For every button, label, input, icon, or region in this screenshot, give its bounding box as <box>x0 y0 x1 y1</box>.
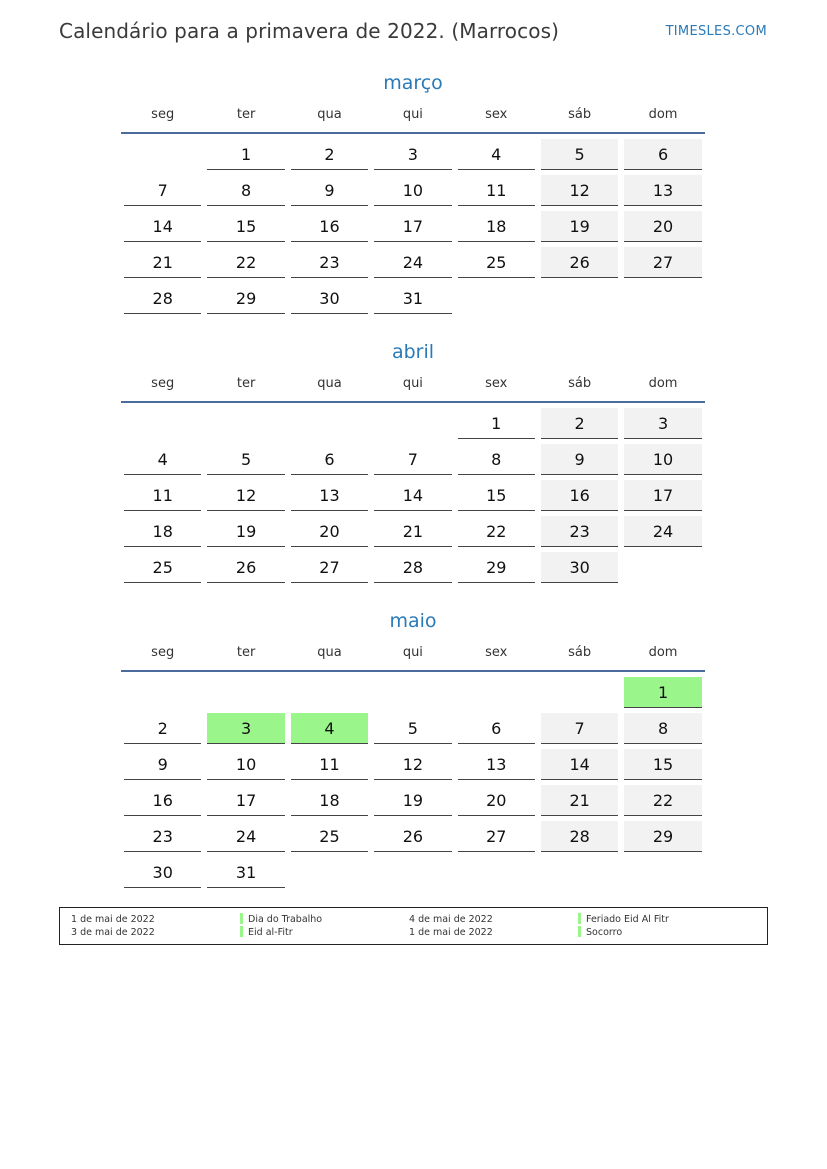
day-cell: 6 <box>291 444 368 475</box>
day-cell: 11 <box>291 749 368 780</box>
day-cell: 16 <box>291 211 368 242</box>
legend-holiday-name: Dia do Trabalho <box>240 913 322 926</box>
day-cell: 21 <box>124 247 201 278</box>
empty-day-cell <box>291 408 368 438</box>
day-cell: 27 <box>291 552 368 583</box>
day-cell: 13 <box>458 749 535 780</box>
empty-day-cell <box>458 857 535 887</box>
week-row <box>121 444 705 480</box>
weekday-label: dom <box>648 644 678 660</box>
weekend-day-cell: 12 <box>541 175 618 206</box>
weekend-day-cell: 29 <box>624 821 701 852</box>
weekend-day-cell: 27 <box>624 247 701 278</box>
day-cell: 2 <box>291 139 368 170</box>
legend-names-right <box>578 913 669 939</box>
day-cell: 26 <box>374 821 451 852</box>
week-row <box>121 139 705 175</box>
week-row <box>121 408 705 444</box>
day-cell: 8 <box>458 444 535 475</box>
day-cell: 1 <box>458 408 535 439</box>
day-cell: 20 <box>458 785 535 816</box>
empty-day-cell <box>624 283 701 313</box>
week-row <box>121 480 705 516</box>
holiday-day-cell: 3 <box>207 713 284 744</box>
day-cell: 24 <box>374 247 451 278</box>
day-cell: 11 <box>458 175 535 206</box>
day-cell: 1 <box>207 139 284 170</box>
weekday-label: sáb <box>568 644 592 660</box>
weekday-label: qui <box>402 375 423 391</box>
site-logo[interactable]: TIMESLES.COM <box>665 24 767 39</box>
page-title: Calendário para a primavera de 2022. (Marrocos) <box>59 19 560 43</box>
day-cell: 17 <box>374 211 451 242</box>
day-cell: 19 <box>374 785 451 816</box>
month-calendar <box>121 70 705 319</box>
weekend-day-cell: 28 <box>541 821 618 852</box>
day-cell: 11 <box>124 480 201 511</box>
day-cell: 7 <box>374 444 451 475</box>
week-row <box>121 713 705 749</box>
weekend-day-cell: 15 <box>624 749 701 780</box>
week-row <box>121 247 705 283</box>
legend-dates-left <box>71 913 155 939</box>
day-cell: 24 <box>207 821 284 852</box>
day-cell: 28 <box>374 552 451 583</box>
legend-date: 1 de mai de 2022 <box>409 927 493 938</box>
day-cell: 12 <box>374 749 451 780</box>
holiday-color-marker <box>578 913 581 924</box>
holiday-day-cell: 1 <box>624 677 701 708</box>
weekday-label: seg <box>151 644 175 660</box>
week-row <box>121 821 705 857</box>
legend-date: 3 de mai de 2022 <box>71 927 155 938</box>
day-cell: 6 <box>458 713 535 744</box>
holiday-day-cell: 4 <box>291 713 368 744</box>
legend-holiday-name: Feriado Eid Al Fitr <box>578 913 669 926</box>
week-row <box>121 785 705 821</box>
day-cell: 7 <box>124 175 201 206</box>
day-cell: 4 <box>124 444 201 475</box>
weekday-label: qua <box>317 106 342 122</box>
week-rows <box>121 134 705 319</box>
day-cell: 13 <box>291 480 368 511</box>
weekday-label: ter <box>236 106 256 122</box>
weekday-label: ter <box>236 375 256 391</box>
weekend-day-cell: 16 <box>541 480 618 511</box>
weekday-label: dom <box>648 106 678 122</box>
weekday-label: qui <box>402 106 423 122</box>
weekday-label: sex <box>485 644 508 660</box>
day-cell: 18 <box>458 211 535 242</box>
legend-dates-right <box>409 913 493 939</box>
weekday-label: seg <box>151 375 175 391</box>
day-cell: 27 <box>458 821 535 852</box>
day-cell: 5 <box>207 444 284 475</box>
day-cell: 22 <box>207 247 284 278</box>
empty-day-cell <box>458 283 535 313</box>
empty-day-cell <box>124 408 201 438</box>
day-cell: 25 <box>458 247 535 278</box>
day-cell: 29 <box>207 283 284 314</box>
weekend-day-cell: 23 <box>541 516 618 547</box>
weekend-day-cell: 17 <box>624 480 701 511</box>
weekend-day-cell: 8 <box>624 713 701 744</box>
weekday-header <box>121 365 705 403</box>
week-row <box>121 516 705 552</box>
day-cell: 14 <box>124 211 201 242</box>
empty-day-cell <box>458 677 535 707</box>
week-row <box>121 211 705 247</box>
day-cell: 23 <box>124 821 201 852</box>
weekend-day-cell: 5 <box>541 139 618 170</box>
week-rows <box>121 403 705 588</box>
weekend-day-cell: 3 <box>624 408 701 439</box>
day-cell: 8 <box>207 175 284 206</box>
day-cell: 19 <box>207 516 284 547</box>
empty-day-cell <box>291 857 368 887</box>
weekend-day-cell: 21 <box>541 785 618 816</box>
week-row <box>121 552 705 588</box>
weekend-day-cell: 30 <box>541 552 618 583</box>
day-cell: 4 <box>458 139 535 170</box>
month-calendar <box>121 339 705 588</box>
weekend-day-cell: 10 <box>624 444 701 475</box>
weekend-day-cell: 6 <box>624 139 701 170</box>
day-cell: 31 <box>374 283 451 314</box>
weekend-day-cell: 9 <box>541 444 618 475</box>
weekday-label: sáb <box>568 375 592 391</box>
empty-day-cell <box>374 677 451 707</box>
weekend-day-cell: 2 <box>541 408 618 439</box>
month-title: abril <box>391 341 435 363</box>
legend-date: 4 de mai de 2022 <box>409 914 493 925</box>
empty-day-cell <box>291 677 368 707</box>
day-cell: 10 <box>374 175 451 206</box>
weekend-day-cell: 19 <box>541 211 618 242</box>
week-row <box>121 677 705 713</box>
holiday-color-marker <box>240 926 243 937</box>
week-row <box>121 857 705 893</box>
month-calendar <box>121 608 705 893</box>
day-cell: 3 <box>374 139 451 170</box>
empty-day-cell <box>541 857 618 887</box>
legend-holiday-name: Socorro <box>578 926 669 939</box>
weekday-label: qui <box>402 644 423 660</box>
day-cell: 16 <box>124 785 201 816</box>
week-row <box>121 749 705 785</box>
weekday-label: seg <box>151 106 175 122</box>
day-cell: 12 <box>207 480 284 511</box>
empty-day-cell <box>374 857 451 887</box>
day-cell: 17 <box>207 785 284 816</box>
weekend-day-cell: 14 <box>541 749 618 780</box>
weekday-label: sáb <box>568 106 592 122</box>
week-rows <box>121 672 705 893</box>
day-cell: 25 <box>124 552 201 583</box>
weekend-day-cell: 26 <box>541 247 618 278</box>
day-cell: 15 <box>458 480 535 511</box>
empty-day-cell <box>124 139 201 169</box>
empty-day-cell <box>374 408 451 438</box>
legend-holiday-name: Eid al-Fitr <box>240 926 322 939</box>
weekday-header <box>121 634 705 672</box>
weekday-label: sex <box>485 106 508 122</box>
day-cell: 22 <box>458 516 535 547</box>
empty-day-cell <box>541 677 618 707</box>
day-cell: 18 <box>291 785 368 816</box>
day-cell: 9 <box>291 175 368 206</box>
empty-day-cell <box>624 552 701 582</box>
day-cell: 2 <box>124 713 201 744</box>
legend-names-left <box>240 913 322 939</box>
day-cell: 30 <box>291 283 368 314</box>
weekend-day-cell: 13 <box>624 175 701 206</box>
weekend-day-cell: 7 <box>541 713 618 744</box>
day-cell: 31 <box>207 857 284 888</box>
week-row <box>121 283 705 319</box>
day-cell: 28 <box>124 283 201 314</box>
weekday-label: dom <box>648 375 678 391</box>
empty-day-cell <box>541 283 618 313</box>
day-cell: 18 <box>124 516 201 547</box>
day-cell: 30 <box>124 857 201 888</box>
day-cell: 14 <box>374 480 451 511</box>
empty-day-cell <box>124 677 201 707</box>
day-cell: 23 <box>291 247 368 278</box>
weekday-label: qua <box>317 375 342 391</box>
day-cell: 20 <box>291 516 368 547</box>
holiday-legend <box>59 907 768 945</box>
day-cell: 15 <box>207 211 284 242</box>
weekend-day-cell: 24 <box>624 516 701 547</box>
weekend-day-cell: 22 <box>624 785 701 816</box>
day-cell: 29 <box>458 552 535 583</box>
day-cell: 21 <box>374 516 451 547</box>
day-cell: 26 <box>207 552 284 583</box>
empty-day-cell <box>207 408 284 438</box>
weekday-label: ter <box>236 644 256 660</box>
holiday-color-marker <box>240 913 243 924</box>
empty-day-cell <box>207 677 284 707</box>
weekday-label: qua <box>317 644 342 660</box>
weekend-day-cell: 20 <box>624 211 701 242</box>
day-cell: 9 <box>124 749 201 780</box>
legend-date: 1 de mai de 2022 <box>71 914 155 925</box>
empty-day-cell <box>624 857 701 887</box>
weekday-header <box>121 96 705 134</box>
day-cell: 25 <box>291 821 368 852</box>
holiday-color-marker <box>578 926 581 937</box>
weekday-label: sex <box>485 375 508 391</box>
month-title: março <box>383 72 443 94</box>
day-cell: 5 <box>374 713 451 744</box>
week-row <box>121 175 705 211</box>
day-cell: 10 <box>207 749 284 780</box>
month-title: maio <box>389 610 437 632</box>
